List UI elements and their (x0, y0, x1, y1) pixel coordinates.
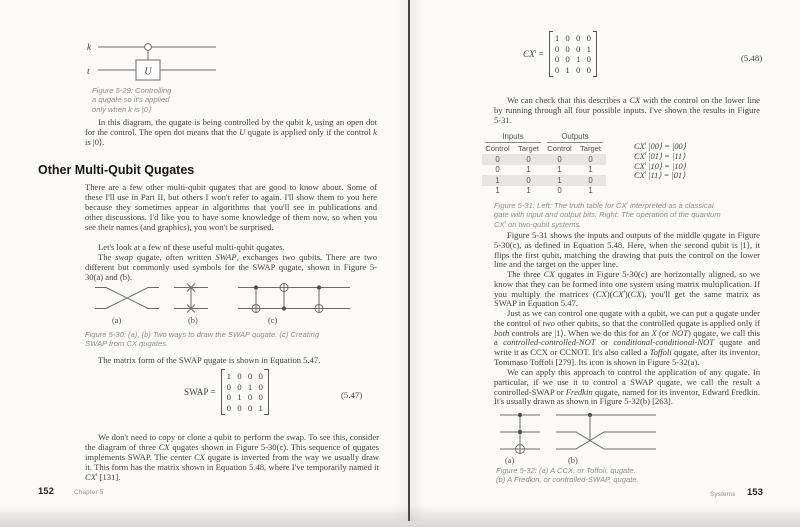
page-bottom-shadow (0, 505, 800, 527)
matrix-row: 0 1 0 0 (554, 64, 592, 75)
open-control-icon (145, 44, 152, 51)
figure-5-30-caption: Figure 5-30: (a), (b) Two ways to draw the SWAP qugate. (c) Creating SWAP from CX qugates. (85, 330, 320, 349)
control-dot-icon (317, 285, 321, 289)
table-row: 0 0 0 0 (482, 154, 606, 165)
paragraph-swap-intro: The swap qugate, often written SWAP, exchanges two qubits. There are two different but commonly used symbols for the SWAP qugate, shown in Figure 5-30(a) and (b). (85, 252, 378, 282)
figure-5-30-label-b: (b) (188, 316, 198, 325)
matrix-row: 1 0 0 0 (554, 33, 592, 43)
equation-5-48 (523, 31, 597, 77)
figure-5-31-caption: Figure 5-31: Left: The truth table for $CX^t$ interpreted as a classical gate with input and output bits. Right: The operation of the quantum $CX^t$ on two-qubit systems. (494, 200, 721, 229)
column-header: Target (579, 144, 602, 153)
figure-5-32-caption: Figure 5-32: (a) A CCX, or Toffoli, qugate. (b) A Fredkin, or controlled-SWAP, qugate. (496, 466, 639, 485)
matrix-row: 0 0 0 1 (554, 43, 592, 54)
cxt-matrix (549, 31, 597, 77)
figure-5-32-label-a: (a) (505, 456, 515, 465)
list-item: $CX^t$ |00⟩ = |00⟩ (634, 141, 686, 151)
control-dot-icon (518, 413, 522, 417)
swap-from-cx-icon (238, 284, 350, 313)
control-dot-icon (254, 285, 258, 289)
paragraph-lets-look: Let's look at a few of these useful multi-qubit qugates. (98, 242, 285, 252)
u-gate-label: U (144, 66, 152, 78)
swap-x-symbol-icon (174, 284, 208, 313)
figure-5-32-circuits (498, 407, 660, 455)
control-dot-icon (282, 306, 286, 310)
list-item: $CX^t$ |11⟩ = |01⟩ (634, 170, 686, 181)
truth-table (482, 132, 606, 196)
matrix-row: 0 1 0 0 (226, 392, 263, 403)
toffoli-gate-icon (500, 413, 540, 454)
paragraph-check: We can check that this describes a CX with the control on the lower line by running through all four possible inputs. I've shown the results in Figure 5-31. (494, 95, 760, 125)
qubit-k-label: k (87, 43, 92, 53)
swap-matrix (221, 369, 269, 415)
paragraph-figure-31: Figure 5-31 shows the inputs and outputs of the middle qugate in Figure 5-30(c), as defined in Equation 5.48. Here, when the second qubit is |1⟩, it flips the first qubit, matching the drawing that puts the control on the lower line and the target on the upper line. (494, 230, 760, 270)
page-gutter-divider (408, 0, 410, 521)
matrix-row: 0 0 0 1 (226, 402, 263, 413)
paragraph-ccnot: Just as we can control one qugate with a qubit, we can put a qugate under the control of two other qubits, so that the controlled qugate is applied only if both controls are |1⟩. When we do this for an X (or NOT) qugate, we call this a controlled-controlled-NOT or conditional-conditional-NOT qugate and write it as CCX or CCNOT. It's also called a Toffoli qugate, after its inventor, Tommaso Toffoli [279]. Its icon is shown in Figure 5-32(a). (494, 308, 761, 367)
truth-table-header-row (482, 143, 606, 154)
paragraph-overview: There are a few other multi-qubit qugates that are good to know about. Some of these I'll use in Part II, but others I won't refer to again. I'll show them to you here because they sometimes appear in algorithms that you'll see in publications and other discussions. I'd like you to have some knowledge of them now, so when you see their names (and graphics), you won't be surprised. (85, 182, 377, 232)
figure-5-30-circuits (94, 282, 352, 316)
qubit-t-label: t (87, 67, 90, 77)
paragraph-swap-implementation: We don't need to copy or clone a qubit to perform the swap. To see this, consider the diagram of three CX qugates shown in Figure 5-30(c). This sequence of qugates implements SWAP. The center CX qugate is inverted from the way we usually draw it. This form has the matrix shown in Equation 5.48, where I've temporarily named it $CX^t$ [131]. (85, 432, 379, 482)
table-row: 0 1 1 1 (495, 165, 593, 175)
list-item: $CX^t$ |10⟩ = |10⟩ (634, 160, 686, 171)
equation-5-47-number: (5.47) (341, 390, 363, 400)
swap-crossing-icon (95, 288, 159, 309)
paragraph-fredkin: We can apply this approach to control the application of any qugate. In particular, if we use it to control a SWAP qugate, we call the result a controlled-SWAP or Fredkin qugate, named for its inventor, Edward Fredkin. It's usually drawn as shown in Figure 5-32(b) [263]. (494, 367, 760, 407)
page-number-right: 153 (747, 487, 763, 498)
table-row: 1 0 1 0 (482, 175, 606, 186)
truth-table-group-inputs: Inputs (482, 132, 544, 143)
matrix-row: 0 0 1 0 (226, 381, 263, 392)
list-item: $CX^t$ |01⟩ = |11⟩ (634, 151, 686, 161)
column-header: Control (485, 144, 510, 153)
figure-5-32-label-b: (b) (568, 456, 578, 465)
figure-5-30-label-a: (a) (112, 316, 122, 325)
gutter-shadow-right (410, 0, 426, 521)
equation-5-47-lhs: SWAP = (184, 387, 216, 398)
section-label: Systems (710, 491, 736, 498)
matrix-row: 1 0 0 0 (226, 371, 263, 381)
equation-5-48-lhs: $CX^t$ = (523, 49, 544, 60)
chapter-label: Chapter 5 (74, 489, 104, 496)
paragraph-intro: In this diagram, the qugate is being controlled by the qubit k, using an open dot for the control. The open dot means that the U qugate is applied only if the control k is |0⟩. (85, 117, 377, 147)
column-header: Target (517, 144, 540, 153)
paragraph-matrix-form: The matrix form of the SWAP qugate is shown in Equation 5.47. (98, 355, 321, 365)
table-row: 1 1 0 1 (495, 186, 593, 196)
figure-5-29-circuit (86, 36, 220, 82)
page-number-left: 152 (38, 486, 54, 497)
figure-5-30-label-c: (c) (268, 316, 278, 325)
gutter-shadow-left (392, 0, 408, 521)
paragraph-three-cx: The three CX qugates in Figure 5-30(c) are horizontally aligned, so we know that they can be formed into one system using matrix multiplication. If you multiply the matrices $(CX)(CX^t)(CX)$, you'll get the same matrix as SWAP in Equation 5.47. (494, 269, 760, 309)
column-header: Control (547, 144, 572, 153)
page-right (410, 0, 800, 527)
truth-table-group-outputs: Outputs (544, 132, 606, 143)
control-dot-icon (518, 430, 522, 434)
matrix-row: 0 0 1 0 (554, 54, 592, 65)
cxt-operations-list (634, 142, 686, 181)
figure-5-29-caption: Figure 5-29: Controlling a qugate so it's applied only when k is |0⟩ (92, 86, 172, 114)
fredkin-gate-icon (556, 413, 656, 449)
equation-5-47 (184, 369, 269, 415)
equation-5-48-number: (5.48) (741, 53, 763, 63)
section-heading: Other Multi-Qubit Qugates (38, 163, 195, 177)
